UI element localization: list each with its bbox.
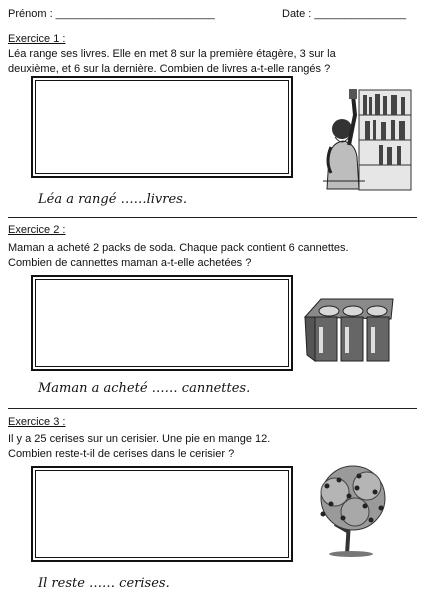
exercise-2-statement	[8, 241, 428, 271]
exercise-1-answer-sentence: Léa a rangé ……livres.	[38, 192, 187, 207]
exercise-1-line-1: Léa range ses livres. Elle en met 8 sur la première étagère, 3 sur la	[8, 48, 336, 60]
exercise-2-line-1: Maman a acheté 2 packs de soda. Chaque pack contient 6 cannettes.	[8, 242, 349, 254]
soda-pack-illustration	[301, 295, 397, 367]
exercise-1-answer-box[interactable]	[31, 76, 293, 178]
divider-1	[8, 217, 417, 218]
date-field: Date : _______________	[282, 8, 407, 20]
exercise-2-answer-sentence: Maman a acheté …… cannettes.	[38, 381, 251, 396]
exercise-2-line-2: Combien de cannettes maman a-t-elle achetées ?	[8, 257, 252, 269]
exercise-3-line-2: Combien reste-t-il de cerises dans le cerisier ?	[8, 448, 235, 460]
exercise-3-line-1: Il y a 25 cerises sur un cerisier. Une pie en mange 12.	[8, 433, 271, 445]
exercise-3-statement	[8, 432, 428, 462]
exercise-1-title: Exercice 1 :	[8, 33, 66, 45]
woman-shelving-books-illustration	[309, 85, 413, 195]
exercise-1-statement	[8, 47, 428, 77]
exercise-1-line-2: deuxième, et 6 sur la dernière. Combien de livres a-t-elle rangés ?	[8, 63, 331, 75]
exercise-2-answer-box[interactable]	[31, 275, 293, 371]
exercise-3-title: Exercice 3 :	[8, 416, 66, 428]
exercise-3-answer-sentence: Il reste …… cerises.	[38, 576, 170, 591]
exercise-3-answer-box[interactable]	[31, 466, 293, 562]
cherry-tree-illustration	[305, 462, 401, 558]
exercise-2-title: Exercice 2 :	[8, 224, 66, 236]
prenom-field: Prénom : __________________________	[8, 8, 215, 20]
divider-2	[8, 408, 417, 409]
